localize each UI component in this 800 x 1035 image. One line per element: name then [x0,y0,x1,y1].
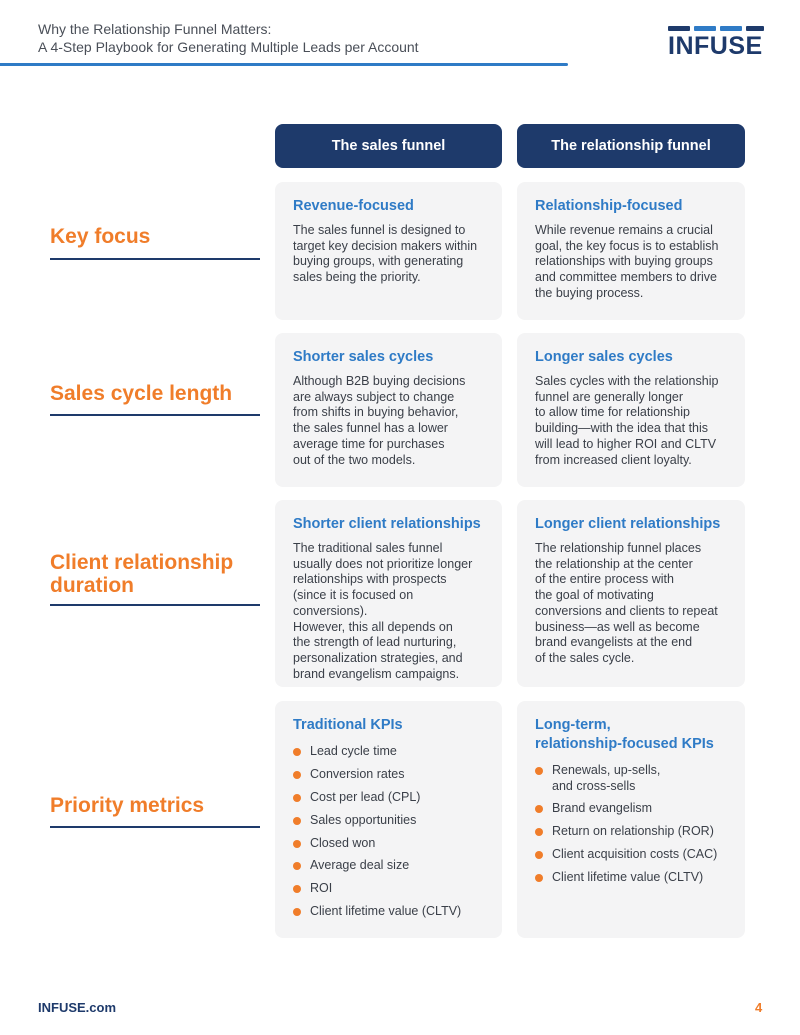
card-title: Shorter sales cycles [293,349,434,365]
list-item-text: Return on relationship (ROR) [552,824,714,839]
list-item-text: Conversion rates [310,766,405,781]
card-relationship-cycle-length [517,333,745,487]
list-item [535,870,728,886]
list-item [293,858,485,874]
logo-bars [668,26,764,31]
list-item [293,790,485,806]
bullet-dot-icon [535,851,543,859]
card-title-line: relationship-focused KPIs [535,736,714,752]
bullet-dot-icon [535,805,543,813]
card-body: The relationship funnel places the relationship at the center of the entire process with the goal of motivating conversions and clients to repeat business—as well as become brand evangelists at the end of the sales cycle. [535,541,718,665]
logo-bar [746,26,764,31]
card-title: Relationship-focused [535,198,683,214]
card-relationship-priority-metrics [517,701,745,938]
logo-bar [720,26,742,31]
kpi-list-traditional [293,744,485,920]
bullet-dot-icon [293,817,301,825]
row-divider [50,258,260,260]
list-item-text: Cost per lead (CPL) [310,789,421,804]
bullet-dot-icon [535,828,543,836]
card-body: Although B2B buying decisions are always subject to change from shifts in buying behavior, the sales funnel has a lower average time for purchases out of the two models. [293,374,466,467]
list-item-text: Client lifetime value (CLTV) [552,870,704,885]
list-item-text: Average deal size [310,858,410,873]
list-item [535,824,728,840]
logo-wordmark: INFUSE [668,32,763,60]
row-label-sales-cycle-length: Sales cycle length [50,382,233,405]
list-item-text: Renewals, up-sells, and cross-sells [552,763,661,793]
card-title: Shorter client relationships [293,516,481,532]
card-title: Longer client relationships [535,516,721,532]
list-item-text: Lead cycle time [310,744,397,758]
row-label-line: duration [50,574,134,597]
list-item [293,744,485,760]
kpi-list-relationship [535,763,728,886]
row-label-priority-metrics: Priority metrics [50,794,205,817]
document-title [38,20,419,56]
list-item [293,767,485,783]
bullet-dot-icon [293,908,301,916]
infuse-logo [668,26,764,62]
bullet-dot-icon [535,874,543,882]
card-body: The sales funnel is designed to target key decision makers within buying groups, with generating sales being the priority. [293,223,478,285]
page-number: 4 [755,1000,763,1015]
bullet-dot-icon [293,794,301,802]
row-divider [50,604,260,606]
card-title-line: Long-term, [535,717,611,733]
card-body: The traditional sales funnel usually does not prioritize longer relationships with prospects (since it is focused on conversions). However, this all depends on the strength of lead nurturing, personalization strategies, and brand evangelism campaigns. [293,541,473,681]
card-relationship-client-relationship [517,500,745,687]
card-body: Sales cycles with the relationship funnel are generally longer to allow time for relationship building—with the idea that this will lead to higher ROI and CLTV from increased client loyalty. [535,374,719,467]
card-sales-key-focus [275,182,502,320]
footer-site-link[interactable]: INFUSE.com [38,1000,117,1015]
column-header-sales-funnel: The sales funnel [275,124,502,168]
row-label-key-focus: Key focus [50,225,151,248]
list-item [535,763,728,794]
card-body: While revenue remains a crucial goal, the key focus is to establish relationships with buying groups and committee members to drive the buying process. [535,223,719,300]
bullet-dot-icon [293,885,301,893]
list-item-text: Brand evangelism [552,801,653,816]
row-label-line: Client relationship [50,551,234,574]
bullet-dot-icon [293,862,301,870]
bullet-dot-icon [293,840,301,848]
list-item [535,801,728,817]
card-title [535,716,728,754]
list-item-text: Sales opportunities [310,812,417,827]
row-divider [50,826,260,828]
card-title: Longer sales cycles [535,349,673,365]
card-sales-client-relationship [275,500,502,687]
card-title: Traditional KPIs [293,717,403,733]
card-sales-cycle-length [275,333,502,487]
list-item-text: Closed won [310,835,376,850]
bullet-dot-icon [535,767,543,775]
list-item-text: Client lifetime value (CLTV) [310,904,462,919]
list-item [293,813,485,829]
list-item-text: Client acquisition costs (CAC) [552,847,718,862]
list-item [293,836,485,852]
list-item [535,847,728,863]
list-item [293,904,485,920]
row-label-client-relationship-duration [50,551,260,597]
logo-bar [668,26,690,31]
header-divider [0,63,568,66]
list-item-text: ROI [310,881,333,896]
column-header-relationship-funnel: The relationship funnel [517,124,745,168]
card-sales-priority-metrics [275,701,502,938]
document-title-line-2: A 4-Step Playbook for Generating Multiple Leads per Account [38,39,419,55]
document-title-line-1: Why the Relationship Funnel Matters: [38,21,272,37]
card-title: Revenue-focused [293,198,414,214]
card-relationship-key-focus [517,182,745,320]
logo-bar [694,26,716,31]
bullet-dot-icon [293,748,301,756]
list-item [293,881,485,897]
bullet-dot-icon [293,771,301,779]
row-divider [50,414,260,416]
